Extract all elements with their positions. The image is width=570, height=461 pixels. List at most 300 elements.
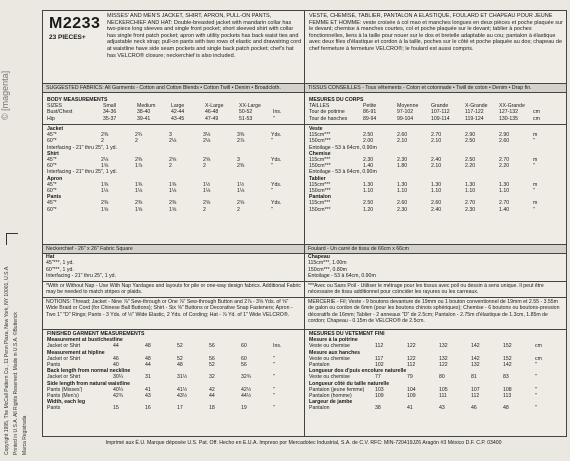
finished-value: 104 <box>407 386 416 393</box>
yardage-value: 1⅝ <box>101 163 109 170</box>
yardage-value: 1.10 <box>397 188 408 195</box>
fabric-width: 150cm*** <box>309 206 331 213</box>
yardage-value: 1½ <box>237 181 245 188</box>
finished-title: FINISHED GARMENT MEASUREMENTS <box>47 331 145 337</box>
yardage-value: 1.40 <box>499 206 510 213</box>
size-col: XX-Large <box>239 103 261 110</box>
yardage-item-title: Jacket <box>47 126 64 132</box>
yardage-value: 2.60 <box>397 132 408 139</box>
finished-value: 43 <box>439 405 445 412</box>
yardage-value: " <box>533 188 535 195</box>
finished-subhead: Longueur côté du taille naturelle <box>309 380 390 387</box>
bust-value: 38-40 <box>137 109 151 116</box>
finished-value: 60 <box>241 343 247 350</box>
finished-value: 52 <box>209 362 215 369</box>
body-measurements-table <box>45 97 291 122</box>
divider <box>43 281 304 282</box>
size-col: Small <box>103 103 116 110</box>
finished-value: 16 <box>145 405 151 412</box>
finished-subhead: Largeur de jambe <box>309 399 353 406</box>
yardage-value: 3 <box>169 132 172 139</box>
finished-subhead: Measurement at bust/chestline <box>47 337 123 344</box>
bust-value: 42-44 <box>171 109 185 116</box>
bust-value-fr: 127-132 <box>499 109 519 116</box>
english-column <box>43 11 305 436</box>
yardage-value: 1½ <box>203 181 211 188</box>
hip-value: 47-49 <box>205 115 219 122</box>
yardage-value: 2 <box>101 138 104 145</box>
body-measurements-title: BODY MEASUREMENTS <box>47 97 108 103</box>
hat-line: 45"***, 1 yd. <box>46 260 74 267</box>
finished-value: 107 <box>471 386 480 393</box>
chapeau-line: Entoilage - 53 à 64cm, 0.90m <box>308 272 376 279</box>
yardage-value: 1⅛ <box>135 188 143 195</box>
finished-subhead: Measurement at hipline <box>47 349 105 356</box>
finished-subhead: Back length from normal neckline <box>47 368 131 375</box>
yardage-value: 2⅞ <box>237 138 245 145</box>
hat-line: Interfacing - 21" thru 25", 1 yd. <box>46 272 117 279</box>
interfacing-note: Entoilage - 53 à 64cm, 0.90m <box>309 144 377 151</box>
finished-value: 48 <box>177 362 183 369</box>
yardage-value: 2.70 <box>499 157 510 164</box>
fabric-width: 45"* <box>47 200 57 207</box>
yardage-value: 1⅜ <box>101 181 109 188</box>
finished-value: 102 <box>375 362 384 369</box>
finished-label: Pantalon <box>309 405 330 412</box>
yardage-table-en <box>45 126 303 213</box>
finished-value: 30¼ <box>113 374 124 381</box>
interfacing-note: Interfacing - 21" thru 25", 1 yd. <box>47 169 118 176</box>
finished-value: 18 <box>209 405 215 412</box>
hat-block-en <box>46 254 301 279</box>
neckerchief-band-fr <box>305 244 566 254</box>
finished-value: 117 <box>375 355 384 362</box>
yardage-value: Yds. <box>271 132 282 139</box>
finished-value: 44½ <box>241 393 252 400</box>
finished-label: Jacket or Shirt <box>47 355 81 362</box>
finished-subhead: Width, each leg <box>47 399 85 406</box>
fabric-width: 60"* <box>47 206 57 213</box>
yardage-value: 2.00 <box>363 138 374 145</box>
neckerchief-text-en: Neckerchief - 26" x 26" Fabric Square <box>46 246 133 252</box>
description-en: MISSES' AND MEN'S JACKET, SHIRT, APRON, PULL-ON PANTS, NECKERCHIEF AND HAT: Double-breasted jacket with mandarin collar has two-piece long sleeves and single front pocket; short sleeved shirt with collar has single front patch pocket; apron with utility pockets has back waist ties and adjustable neck strap; pull-on pants with two rows of elastic and drawstring cord at waistline have side seam pockets and single back patch pocket; chef's hat has VELCRO® closure; neckerchief is also included. <box>107 13 302 59</box>
yardage-value: 1.30 <box>363 181 374 188</box>
finished-value: 19 <box>241 405 247 412</box>
yardage-item-title: Pantalon <box>309 194 331 201</box>
pieces-count: 23 PIECES+ <box>49 34 86 41</box>
yardage-value: Yds. <box>271 157 282 164</box>
finished-value: 60 <box>241 355 247 362</box>
bust-value: 46-48 <box>205 109 219 116</box>
hat-title: Hat <box>46 254 55 260</box>
yardage-value: " <box>533 138 535 145</box>
yardage-value: 1⅜ <box>169 181 177 188</box>
yardage-value: 1.30 <box>465 181 476 188</box>
yardage-value: 2⅝ <box>203 200 211 207</box>
finished-value: 103 <box>375 386 384 393</box>
yardage-value: 2⅜ <box>101 132 109 139</box>
fabric-width: 115cm*** <box>309 132 331 139</box>
divider <box>43 297 304 298</box>
yardage-row <box>45 207 303 213</box>
hat-block-fr <box>308 254 563 279</box>
yardage-value: 2.20 <box>499 163 510 170</box>
yardage-value: 2.70 <box>499 200 510 207</box>
finished-value: 109 <box>407 393 416 400</box>
bust-value-fr: 97-102 <box>397 109 414 116</box>
hat-line: 60"***, 1 yd. <box>46 266 74 273</box>
finished-subhead: Longueur dos d'puis encolure naturelle <box>309 368 407 375</box>
hip-value: 51-53 <box>239 115 253 122</box>
yardage-value: 2 <box>237 206 240 213</box>
chapeau-line: 150cm***, 0.80m <box>308 266 347 273</box>
bust-unit: Ins. <box>273 109 282 116</box>
yardage-value: 1.40 <box>363 163 374 170</box>
finished-value: 31½ <box>177 374 188 381</box>
yardage-value: 1.10 <box>499 188 510 195</box>
sidebar-line-2: Printed in U.S.A. All Rights Reserved. Made in U.S.A. ©Butterick <box>13 312 19 455</box>
finished-value: 48 <box>503 405 509 412</box>
yardage-value: 2⅜ <box>135 157 143 164</box>
yardage-value: 2.50 <box>363 132 374 139</box>
finished-value: Ins. <box>273 343 282 350</box>
yardage-value: 1⅝ <box>135 206 143 213</box>
fabric-width: 150cm*** <box>309 163 331 170</box>
fabric-width: 45"* <box>47 181 57 188</box>
yardage-item-title: Chemise <box>309 150 331 157</box>
finished-label: Jacket or Shirt <box>47 343 81 350</box>
finished-value: 112 <box>375 343 384 350</box>
yardage-value: 2 <box>135 138 138 145</box>
yardage-value: 2.30 <box>465 206 476 213</box>
yardage-value: 2⅝ <box>237 200 245 207</box>
finished-value: 46 <box>113 355 119 362</box>
finished-value: 38 <box>375 405 381 412</box>
yardage-value: " <box>271 206 273 213</box>
finished-label: Pantalon <box>309 362 330 369</box>
finished-value: 152 <box>503 355 512 362</box>
yardage-item-title: Apron <box>47 175 63 182</box>
finished-value: cm <box>535 355 542 362</box>
finished-value: 32¾ <box>241 374 252 381</box>
finished-label: Pantalon (jeune femme) <box>309 386 365 393</box>
yardage-value: 2⅜ <box>101 200 109 207</box>
yardage-value: 1.30 <box>397 181 408 188</box>
finished-value: 112 <box>471 393 480 400</box>
finished-value: 108 <box>503 386 512 393</box>
yardage-value: 2.20 <box>465 163 476 170</box>
yardage-value: 2.60 <box>431 200 442 207</box>
finished-value: 52 <box>177 355 183 362</box>
yardage-value: " <box>271 188 273 195</box>
nap-note-fr: ***Avec ou Sans Poil - Utiliser le métrage pour les tissus avec poil ou dessin à sens unique. Il peut être nécessaire de tissu additionnel pour coïncider les rayures ou les carreaux. <box>308 283 544 296</box>
finished-value: " <box>535 374 537 381</box>
yardage-row <box>307 207 565 213</box>
yardage-value: 2⅜ <box>169 200 177 207</box>
yardage-value: 3 <box>237 157 240 164</box>
divider <box>43 329 304 330</box>
finished-row <box>45 405 303 411</box>
yardage-value: 2⅛ <box>101 157 109 164</box>
finished-value: 111 <box>439 393 447 400</box>
bust-value: 50-52 <box>239 109 253 116</box>
size-col-fr: Moyenne <box>397 103 419 110</box>
yardage-value: 1⅛ <box>101 188 109 195</box>
finished-measurements-fr <box>307 331 565 412</box>
fabric-width: 45"* <box>47 157 57 164</box>
finished-value: 41 <box>145 386 151 393</box>
tailles-label: TAILLES <box>309 103 330 110</box>
notions-fr: MERCERIE - Fil; Veste - 9 boutons devanture de 19mm ou 1 bouton conventionnel de 19mm et 2.55 - 3.55m de galon ou cordon de 6mm (pour les boutons chinois sphériques); Chemise - 6 boutons ou boutons-pression décoratifs de 16mm; Tablier - 2 anneaux "D" de 2.5cm; Pantalon - 2.75m d'élastique de 1.3cm, 1.85m de cordon; Chapeau - 0.15m de VELCRO® de 2.5cm. <box>308 299 560 324</box>
yardage-value: 2.30 <box>397 206 408 213</box>
finished-value: 80 <box>439 374 445 381</box>
bust-label-fr: Tour de poitrine <box>309 109 345 116</box>
fabrics-band-en <box>43 83 304 93</box>
body-measurements-table-fr <box>307 97 549 122</box>
divider <box>305 124 566 125</box>
yardage-value: 2 <box>203 206 206 213</box>
finished-subhead: Side length from natural waistline <box>47 380 131 387</box>
fabric-width: 115cm*** <box>309 181 331 188</box>
finished-value: 42 <box>209 386 215 393</box>
size-col-fr: XX-Grande <box>499 103 525 110</box>
finished-value: 122 <box>439 362 448 369</box>
divider <box>305 329 566 330</box>
size-col: X-Large <box>205 103 224 110</box>
divider <box>305 281 566 282</box>
finished-value: 15 <box>113 405 119 412</box>
yardage-value: 2.50 <box>363 200 374 207</box>
pattern-number: M2233 <box>49 15 101 32</box>
yardage-value: 1.80 <box>397 163 408 170</box>
hip-value: 35-37 <box>103 115 117 122</box>
yardage-value: 2⅜ <box>237 163 245 170</box>
finished-value: 48 <box>145 343 151 350</box>
sidebar-line-1: Copyright 1995, The McCall Pattern Co., 11 Penn Plaza, New York, NY 10001, U.S.A. <box>4 265 10 455</box>
yardage-value: 2.10 <box>431 138 442 145</box>
yardage-value: m <box>533 157 538 164</box>
chapeau-line: 115cm***, 1.00m <box>308 260 347 267</box>
yardage-value: 2⅛ <box>203 138 211 145</box>
yardage-value: 1⅝ <box>169 206 177 213</box>
finished-label: Veste ou chemise <box>309 355 350 362</box>
finished-value: 122 <box>407 355 416 362</box>
yardage-value: 2.70 <box>465 200 476 207</box>
yardage-value: 1⅞ <box>135 163 143 170</box>
finished-value: 43 <box>145 393 151 400</box>
finished-value: 77 <box>375 374 381 381</box>
yardage-value: 2¾ <box>135 132 143 139</box>
finished-value: " <box>535 386 537 393</box>
finished-value: 56 <box>209 343 215 350</box>
size-col: Large <box>171 103 185 110</box>
finished-label: Pants <box>47 362 61 369</box>
yardage-value: 1.10 <box>465 188 476 195</box>
yardage-value: 1⅝ <box>101 206 109 213</box>
yardage-value: 3⅜ <box>237 132 245 139</box>
hip-value-fr: 109-114 <box>431 115 450 122</box>
yardage-value: " <box>271 163 273 170</box>
yardage-value: 2.60 <box>499 138 510 145</box>
finished-value: 42¾ <box>113 393 124 400</box>
finished-row <box>307 405 565 411</box>
hip-value-fr: 89-94 <box>363 115 377 122</box>
yardage-item-title: Tablier <box>309 175 326 182</box>
yardage-value: Yds. <box>271 200 282 207</box>
finished-value: 142 <box>471 343 480 350</box>
crop-mark-vertical <box>6 233 7 245</box>
finished-value: 40 <box>113 362 119 369</box>
hip-unit-fr: cm <box>533 115 540 122</box>
footer-print-info: Imprimé aux É.U. Marque déposée U.S. Pat. Off. Hecho en E.U.A. Impreso por Mercadotec Industrial, S.A. de C.V. RFC: MIN-720419JZ6 Aragón #3 México D.F. C.P. 03400 <box>105 440 502 446</box>
finished-value: 43½ <box>177 393 188 400</box>
yardage-value: 1⅛ <box>237 188 245 195</box>
hip-value-fr: 99-104 <box>397 115 414 122</box>
finished-value: 46 <box>471 405 477 412</box>
yardage-value: 2.10 <box>397 138 408 145</box>
finished-value: 44 <box>113 343 119 350</box>
yardage-value: 1.20 <box>363 206 374 213</box>
finished-value: " <box>535 362 537 369</box>
finished-value: 142 <box>471 355 480 362</box>
yardage-value: " <box>533 206 535 213</box>
finished-value: " <box>273 393 275 400</box>
hip-unit: " <box>273 115 275 122</box>
hip-value-fr: 119-124 <box>465 115 484 122</box>
yardage-value: 2.30 <box>363 157 374 164</box>
finished-value: 132 <box>439 355 448 362</box>
finished-value: 113 <box>503 393 512 400</box>
finished-value: " <box>273 386 275 393</box>
finished-value: 132 <box>471 362 480 369</box>
copyright-sidebar <box>0 0 38 461</box>
yardage-value: 2.60 <box>397 200 408 207</box>
finished-value: 56 <box>241 362 247 369</box>
body-measurements-title-fr: MESURES DU CORPS <box>309 97 364 103</box>
hip-label-fr: Tour de hanches <box>309 115 348 122</box>
neckerchief-band-en <box>43 244 304 254</box>
size-col-fr: Petite <box>363 103 377 110</box>
finished-value: 42½ <box>241 386 252 393</box>
yardage-value: m <box>533 181 538 188</box>
fabric-width: 150cm*** <box>309 138 331 145</box>
yardage-value: 3⅛ <box>203 132 211 139</box>
finished-value: 83 <box>503 374 509 381</box>
finished-value: 44 <box>145 362 151 369</box>
bust-value-fr: 117-122 <box>465 109 484 116</box>
yardage-value: 2.40 <box>431 206 442 213</box>
yardage-value: 1.10 <box>431 188 442 195</box>
chapeau-title: Chapeau <box>308 254 330 260</box>
finished-subhead: Mesure à la poitrine <box>309 337 358 344</box>
yardage-value: 2⅝ <box>203 157 211 164</box>
finished-value: 142 <box>503 362 512 369</box>
yardage-value: 1.30 <box>499 181 510 188</box>
finished-value: 52 <box>177 343 183 350</box>
finished-value: 122 <box>407 343 416 350</box>
hip-value-fr: 130-135 <box>499 115 519 122</box>
finished-value: 40¼ <box>113 386 124 393</box>
yardage-value: 2.70 <box>431 132 442 139</box>
size-col-fr: X-Grande <box>465 103 488 110</box>
finished-value: 152 <box>503 343 512 350</box>
fabric-width: 45"* <box>47 132 57 139</box>
yardage-value: 2 <box>203 163 206 170</box>
yardage-value: m <box>533 132 538 139</box>
bust-label: Bust/Chest <box>47 109 73 116</box>
info-panel <box>42 10 567 437</box>
yardage-value: 1.10 <box>363 188 374 195</box>
yardage-value: 2.40 <box>431 157 442 164</box>
finished-value: " <box>535 405 537 412</box>
finished-label: Jacket or Shirt <box>47 374 81 381</box>
finished-label: Pantalon (homme) <box>309 393 352 400</box>
finished-label: Veste ou chemise <box>309 343 350 350</box>
fabrics-band-fr <box>305 83 566 93</box>
yardage-value: 2⅛ <box>169 138 177 145</box>
finished-label: Pants <box>47 405 61 412</box>
sidebar-line-3: Marca Registrada <box>22 415 28 455</box>
fabrics-text-fr: TISSUS CONSEILLES - Tous vêtements - Coton et cotonnade • Twill de coton • Denim • Drap fin. <box>308 85 532 91</box>
hip-value: 39-41 <box>137 115 151 122</box>
yardage-value: 2.10 <box>431 163 442 170</box>
finished-title: MESURES DU VETEMENT FINI <box>309 331 385 337</box>
bust-value: 34-36 <box>103 109 117 116</box>
finished-value: " <box>535 393 537 400</box>
yardage-value: 2⅝ <box>169 157 177 164</box>
fabric-width: 150cm*** <box>309 188 331 195</box>
finished-value: 48 <box>145 355 151 362</box>
fabric-width: 115cm*** <box>309 200 331 207</box>
yardage-value: Yds. <box>271 181 282 188</box>
finished-value: 41 <box>407 405 413 412</box>
finished-value: " <box>273 374 275 381</box>
yardage-value: 2 <box>169 163 172 170</box>
finished-subhead: Mesure aux hanches <box>309 349 361 356</box>
finished-value: " <box>273 405 275 412</box>
sizes-label: SIZES <box>47 103 62 110</box>
hip-label: Hip <box>47 115 55 122</box>
notions-en: NOTIONS: Thread; Jacket - Nine ⅞" Sew-through or One ⅞" Sew-through Button and 2⅞ - 3⅝ Yds. of ⅝" Wide Braid or Cord (for Chinese Ball Buttons); Shirt - Six ⅝" Buttons or Decorative Snap Fasteners; Apron - Two 1" "D" Rings; Pants - 3 Yds. of ½" Wide Elastic, 2 Yds. of Cording; Hat - ⅞ Yd. of 1" Wide VELCRO®. <box>46 299 293 318</box>
bust-value-fr: 107-112 <box>431 109 450 116</box>
divider <box>305 297 566 298</box>
interfacing-note: Interfacing - 21" thru 25", 1 yd. <box>47 144 118 151</box>
neckerchief-text-fr: Foulard - Un carré de tissu de 66cm x 66cm <box>308 246 409 252</box>
finished-value: 109 <box>375 393 384 400</box>
finished-value: 56 <box>209 355 215 362</box>
finished-value: " <box>273 355 275 362</box>
divider <box>43 124 304 125</box>
french-column <box>305 11 566 436</box>
finished-measurements-en <box>45 331 303 412</box>
yardage-value: " <box>271 138 273 145</box>
fabric-width: 60"* <box>47 163 57 170</box>
bust-value-fr: 86-91 <box>363 109 377 116</box>
finished-value: 44 <box>209 393 215 400</box>
finished-value: " <box>273 362 275 369</box>
finished-label: Veste ou chemise <box>309 374 350 381</box>
crop-mark <box>6 233 18 234</box>
size-col: Medium <box>137 103 156 110</box>
size-col-fr: Grande <box>431 103 449 110</box>
bust-unit-fr: cm <box>533 109 540 116</box>
hip-value: 43-45 <box>171 115 185 122</box>
finished-value: cm <box>535 343 542 350</box>
finished-value: 112 <box>407 362 416 369</box>
fabric-width: 60"* <box>47 188 57 195</box>
finished-label: Pants (Misses') <box>47 386 83 393</box>
finished-label: Pants (Men's) <box>47 393 79 400</box>
